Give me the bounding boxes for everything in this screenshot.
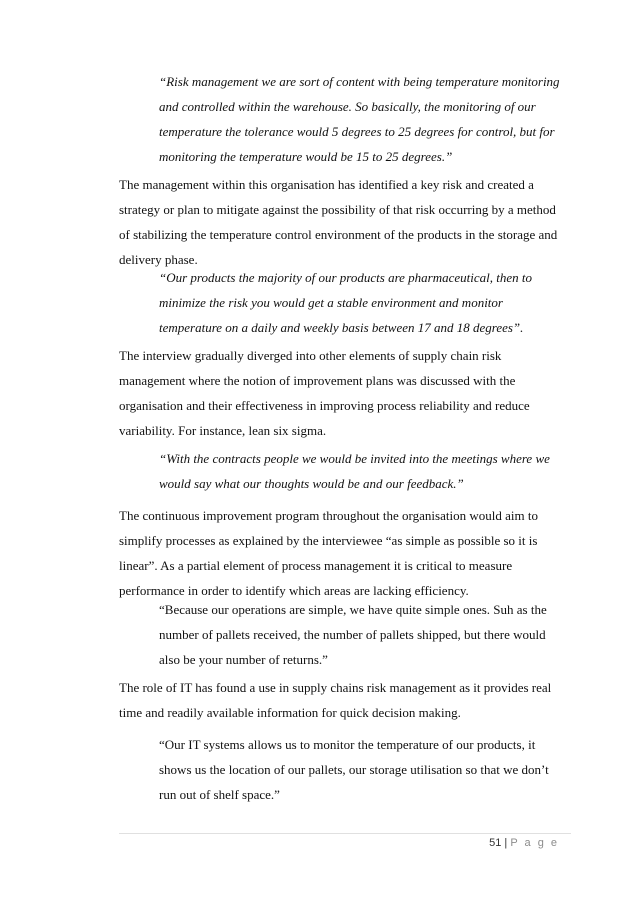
page-label: P a g e [510, 837, 559, 849]
text-line: linear”. As a partial element of process management it is critical to measure [119, 558, 513, 573]
text-line: temperature on a daily and weekly basis between 17 and 18 degrees”. [159, 320, 524, 335]
text-line: “Our IT systems allows us to monitor the temperature of our products, it [159, 737, 536, 752]
text-line: run out of shelf space.” [159, 787, 280, 802]
text-line: “Because our operations are simple, we have quite simple ones. Suh as the [159, 602, 547, 617]
text-line: The role of IT has found a use in supply chains risk management as it provides real [119, 680, 552, 695]
text-line: number of pallets received, the number of pallets shipped, but there would [159, 627, 546, 642]
body-paragraph [119, 675, 571, 725]
text-line: The management within this organisation has identified a key risk and created a [119, 177, 534, 192]
text-line: The continuous improvement program throughout the organisation would aim to [119, 508, 538, 523]
quote-block [159, 265, 571, 340]
page-footer [489, 832, 559, 854]
text-line: simplify processes as explained by the interviewee “as simple as possible so it is [119, 533, 538, 548]
text-line: organisation and their effectiveness in improving process reliability and reduce [119, 398, 530, 413]
text-line: “With the contracts people we would be invited into the meetings where we [159, 451, 550, 466]
text-line: monitoring the temperature would be 15 to 25 degrees.” [159, 149, 453, 164]
text-line: variability. For instance, lean six sigma. [119, 423, 327, 438]
text-line: “Our products the majority of our products are pharmaceutical, then to [159, 270, 533, 285]
text-line: The interview gradually diverged into other elements of supply chain risk [119, 348, 502, 363]
text-line: strategy or plan to mitigate against the possibility of that risk occurring by a method [119, 202, 556, 217]
quote-block [159, 732, 571, 807]
text-line: performance in order to identify which areas are lacking efficiency. [119, 583, 469, 598]
body-paragraph [119, 503, 571, 603]
page-number: 51 [489, 837, 502, 849]
text-line: “Risk management we are sort of content with being temperature monitoring [159, 74, 560, 89]
text-line: shows us the location of our pallets, our storage utilisation so that we don’t [159, 762, 549, 777]
text-line: minimize the risk you would get a stable environment and monitor [159, 295, 503, 310]
footer-separator: | [504, 837, 508, 849]
text-line: delivery phase. [119, 252, 198, 267]
text-line: time and readily available information for quick decision making. [119, 705, 461, 720]
text-line: temperature the tolerance would 5 degrees to 25 degrees for control, but for [159, 124, 555, 139]
text-line: would say what our thoughts would be and our feedback.” [159, 476, 464, 491]
quote-block [159, 69, 571, 169]
body-paragraph [119, 343, 571, 443]
text-line: management where the notion of improvement plans was discussed with the [119, 373, 516, 388]
body-paragraph [119, 172, 571, 272]
quote-block [159, 446, 571, 496]
text-line: and controlled within the warehouse. So basically, the monitoring of our [159, 99, 536, 114]
text-line: also be your number of returns.” [159, 652, 328, 667]
quote-block [159, 597, 571, 672]
text-line: of stabilizing the temperature control environment of the products in the storage and [119, 227, 558, 242]
